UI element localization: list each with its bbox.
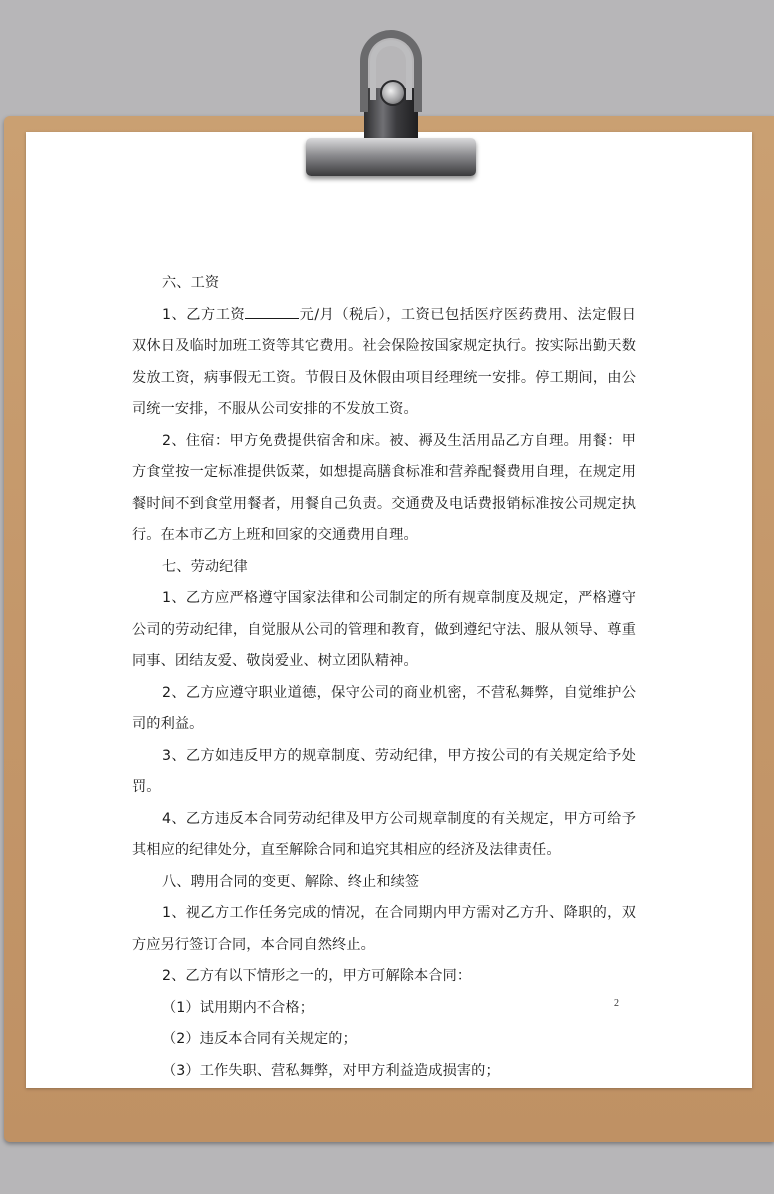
- paragraph-contract-1: 1、视乙方工作任务完成的情况，在合同期内甲方需对乙方升、降职的，双方应另行签订合同，本合同自然终止。: [132, 905, 636, 953]
- list-item: （1）试用期内不合格；: [162, 999, 315, 1016]
- salary-text: 元/月（税后），工资已包括医疗医药费用、法定假日双休日及临时加班工资等其它费用。社会保险按国家规定执行。按实际出勤天数发放工资，病事假无工资。节假日及休假由项目经理统一安排。停工期间，由公司统一安排，不服从公司安排的不发放工资。: [132, 306, 636, 417]
- salary-label: 1、乙方工资: [162, 306, 246, 323]
- section-heading-wages: 六、工资: [162, 275, 220, 291]
- section-heading-discipline: 七、劳动纪律: [162, 558, 248, 575]
- paragraph-discipline-3: 3、乙方如违反甲方的规章制度、劳动纪律，甲方按公司的有关规定给予处罚。: [132, 747, 636, 795]
- paragraph-accommodation: 2、住宿：甲方免费提供宿舍和床。被、褥及生活用品乙方自理。用餐：甲方食堂按一定标准提供饭菜，如想提高膳食标准和营养配餐费用自理，在规定用餐时间不到食堂用餐者，用餐自己负责。交通费及电话费报销标准按公司规定执行。在本市乙方上班和回家的交通费用自理。: [132, 432, 636, 543]
- section-heading-contract-changes: 八、聘用合同的变更、解除、终止和续签: [162, 873, 420, 890]
- paragraph-discipline-4: 4、乙方违反本合同劳动纪律及甲方公司规章制度的有关规定，甲方可给予其相应的纪律处分，直至解除合同和追究其相应的经济及法律责任。: [132, 810, 636, 858]
- salary-blank-field: [245, 304, 299, 319]
- paragraph-salary: [132, 300, 636, 426]
- document-body: [132, 268, 636, 1087]
- paragraph-discipline-2: 2、乙方应遵守职业道德，保守公司的商业机密，不营私舞弊，自觉维护公司的利益。: [132, 684, 636, 732]
- paragraph-contract-2: 2、乙方有以下情形之一的，甲方可解除本合同：: [162, 968, 472, 984]
- list-item: （3）工作失职、营私舞弊，对甲方利益造成损害的；: [162, 1062, 500, 1079]
- binder-clip-icon: [306, 30, 476, 176]
- page-number: 2: [614, 998, 619, 1009]
- paragraph-discipline-1: 1、乙方应严格遵守国家法律和公司制定的所有规章制度及规定，严格遵守公司的劳动纪律，自觉服从公司的管理和教育，做到遵纪守法、服从领导、尊重同事、团结友爱、敬岗爱业、树立团队精神。: [132, 590, 636, 669]
- list-item: （2）违反本合同有关规定的；: [162, 1031, 357, 1047]
